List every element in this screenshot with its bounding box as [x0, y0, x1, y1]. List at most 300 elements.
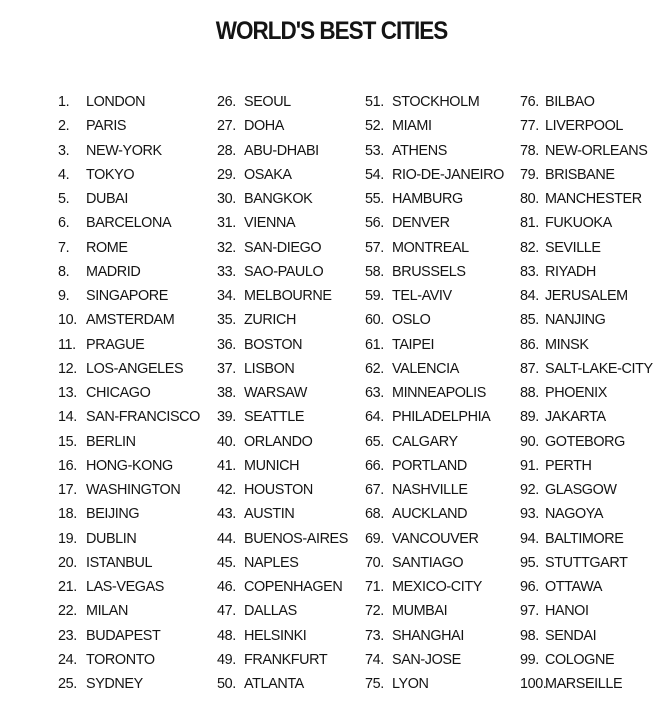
city-row — [217, 333, 348, 357]
rank-number: 7. — [58, 239, 70, 256]
city-name: COPENHAGEN — [244, 579, 343, 595]
rank-number: 97. — [520, 603, 539, 620]
rank-number: 38. — [217, 385, 236, 401]
rank-number: 67. — [365, 482, 384, 498]
rank-number: 89. — [520, 409, 539, 426]
city-name: ATLANTA — [244, 676, 304, 692]
rank-number: 15. — [58, 433, 77, 450]
rank-number: 61. — [365, 336, 384, 353]
city-name: DUBAI — [86, 191, 128, 207]
city-row — [520, 672, 653, 696]
rank-number: 73. — [365, 627, 384, 644]
city-name: PORTLAND — [392, 457, 467, 474]
rank-number: 88. — [520, 385, 539, 401]
city-row — [365, 478, 504, 502]
rank-number: 81. — [520, 215, 539, 232]
city-row — [520, 260, 653, 284]
rank-number: 10. — [58, 312, 77, 329]
rank-number: 51. — [365, 94, 384, 110]
city-name: HOUSTON — [244, 482, 313, 498]
city-name: NANJING — [545, 312, 606, 329]
rank-number: 59. — [365, 288, 384, 304]
city-name: ORLANDO — [244, 433, 313, 450]
rank-number: 9. — [58, 288, 70, 304]
city-name: GLASGOW — [545, 482, 617, 498]
rank-number: 21. — [58, 579, 77, 595]
city-row — [217, 527, 348, 551]
city-row — [520, 284, 653, 308]
city-name: PRAGUE — [86, 336, 145, 353]
city-row — [217, 478, 348, 502]
rank-number: 48. — [217, 627, 236, 644]
city-row — [217, 236, 348, 260]
city-row — [58, 90, 200, 114]
city-row — [365, 624, 504, 648]
city-row — [365, 187, 504, 211]
city-name: OSLO — [392, 312, 431, 329]
city-name: AUSTIN — [244, 506, 295, 523]
city-name: SHANGHAI — [392, 627, 464, 644]
rank-number: 79. — [520, 166, 539, 183]
rank-number: 56. — [365, 215, 384, 232]
rank-number: 47. — [217, 603, 236, 620]
city-row — [58, 211, 200, 235]
city-name: MUNICH — [244, 457, 300, 474]
rank-number: 22. — [58, 603, 77, 620]
city-row — [58, 405, 200, 429]
rank-number: 1. — [58, 94, 70, 110]
city-row — [217, 575, 348, 599]
rank-number: 57. — [365, 239, 384, 256]
city-row — [58, 381, 200, 405]
rank-number: 37. — [217, 360, 236, 377]
city-name: GOTEBORG — [545, 433, 625, 450]
rank-number: 68. — [365, 506, 384, 523]
rank-number: 63. — [365, 385, 384, 401]
rank-number: 45. — [217, 554, 236, 571]
city-row — [58, 163, 200, 187]
rank-number: 36. — [217, 336, 236, 353]
rank-number: 30. — [217, 191, 236, 207]
city-row — [217, 551, 348, 575]
rank-number: 77. — [520, 118, 539, 135]
city-row — [365, 236, 504, 260]
city-name: STOCKHOLM — [392, 94, 480, 110]
city-name: PHOENIX — [545, 385, 607, 401]
rank-number: 4. — [58, 166, 70, 183]
city-name: LOS-ANGELES — [86, 360, 184, 377]
city-row — [365, 333, 504, 357]
rank-number: 98. — [520, 627, 539, 644]
city-name: ROME — [86, 239, 128, 256]
rank-number: 39. — [217, 409, 236, 426]
rank-number: 46. — [217, 579, 236, 595]
city-name: ABU-DHABI — [244, 142, 319, 159]
city-row — [217, 187, 348, 211]
rank-number: 28. — [217, 142, 236, 159]
rank-number: 43. — [217, 506, 236, 523]
city-row — [520, 308, 653, 332]
city-row — [520, 405, 653, 429]
city-row — [58, 187, 200, 211]
city-name: LAS-VEGAS — [86, 579, 164, 595]
city-row — [365, 260, 504, 284]
rank-number: 78. — [520, 142, 539, 159]
page-title: WORLD'S BEST CITIES — [215, 17, 448, 45]
city-row — [365, 139, 504, 163]
city-name: PERTH — [545, 457, 592, 474]
rank-number: 54. — [365, 166, 384, 183]
city-row — [520, 648, 653, 672]
city-name: MINNEAPOLIS — [392, 385, 486, 401]
city-name: LYON — [392, 676, 429, 692]
city-row — [217, 648, 348, 672]
city-row — [365, 430, 504, 454]
city-row — [58, 260, 200, 284]
rank-number: 23. — [58, 627, 77, 644]
rank-number: 17. — [58, 482, 77, 498]
city-name: BUENOS-AIRES — [244, 530, 348, 547]
city-name: DENVER — [392, 215, 450, 232]
city-row — [217, 430, 348, 454]
rank-number: 29. — [217, 166, 236, 183]
rank-number: 26. — [217, 94, 236, 110]
city-row — [365, 599, 504, 623]
city-row — [520, 575, 653, 599]
rank-number: 19. — [58, 530, 77, 547]
city-row — [217, 624, 348, 648]
city-name: PHILADELPHIA — [392, 409, 491, 426]
rank-number: 95. — [520, 554, 539, 571]
ranking-column-3 — [365, 90, 504, 696]
city-name: BARCELONA — [86, 215, 172, 232]
rank-number: 33. — [217, 263, 236, 280]
rank-number: 35. — [217, 312, 236, 329]
city-row — [365, 211, 504, 235]
rank-number: 62. — [365, 360, 384, 377]
city-name: HAMBURG — [392, 191, 463, 207]
city-name: BANGKOK — [244, 191, 313, 207]
city-row — [365, 357, 504, 381]
city-row — [58, 672, 200, 696]
ranking-column-4 — [520, 90, 653, 696]
city-row — [520, 454, 653, 478]
city-name: LIVERPOOL — [545, 118, 623, 135]
city-name: COLOGNE — [545, 651, 615, 668]
city-row — [58, 551, 200, 575]
city-row — [520, 357, 653, 381]
city-row — [217, 284, 348, 308]
rank-number: 42. — [217, 482, 236, 498]
city-row — [365, 527, 504, 551]
rank-number: 20. — [58, 554, 77, 571]
city-row — [58, 139, 200, 163]
city-row — [365, 551, 504, 575]
city-row — [58, 599, 200, 623]
rank-number: 82. — [520, 239, 539, 256]
city-name: BILBAO — [545, 94, 595, 110]
city-name: LONDON — [86, 94, 146, 110]
city-row — [520, 502, 653, 526]
city-row — [520, 599, 653, 623]
rank-number: 93. — [520, 506, 539, 523]
city-name: TEL-AVIV — [392, 288, 452, 304]
rank-number: 76. — [520, 94, 539, 110]
city-name: MELBOURNE — [244, 288, 332, 304]
rank-number: 2. — [58, 118, 70, 135]
city-row — [58, 236, 200, 260]
city-name: SANTIAGO — [392, 554, 464, 571]
rank-number: 92. — [520, 482, 539, 498]
city-name: BERLIN — [86, 433, 136, 450]
city-name: RIYADH — [545, 263, 596, 280]
city-name: BRISBANE — [545, 166, 615, 183]
rank-number: 5. — [58, 191, 70, 207]
city-name: BEIJING — [86, 506, 140, 523]
city-row — [365, 381, 504, 405]
rank-number: 87. — [520, 360, 539, 377]
city-row — [520, 211, 653, 235]
rank-number: 8. — [58, 263, 70, 280]
rank-number: 69. — [365, 530, 384, 547]
city-name: MIAMI — [392, 118, 432, 135]
city-name: FUKUOKA — [545, 215, 612, 232]
city-name: CALGARY — [392, 433, 458, 450]
city-row — [58, 357, 200, 381]
rank-number: 84. — [520, 288, 539, 304]
city-row — [217, 211, 348, 235]
city-row — [520, 551, 653, 575]
city-row — [520, 236, 653, 260]
city-name: TORONTO — [86, 651, 155, 668]
rank-number: 49. — [217, 651, 236, 668]
city-name: DALLAS — [244, 603, 297, 620]
city-name: SEOUL — [244, 94, 291, 110]
city-name: ISTANBUL — [86, 554, 153, 571]
city-row — [58, 430, 200, 454]
city-row — [365, 672, 504, 696]
city-row — [58, 114, 200, 138]
rank-number: 85. — [520, 312, 539, 329]
city-name: WASHINGTON — [86, 482, 181, 498]
city-name: SEVILLE — [545, 239, 601, 256]
city-row — [520, 430, 653, 454]
rank-number: 100. — [520, 676, 547, 692]
city-row — [58, 478, 200, 502]
city-name: MARSEILLE — [545, 676, 623, 692]
city-row — [217, 139, 348, 163]
rank-number: 25. — [58, 676, 77, 692]
city-row — [217, 599, 348, 623]
city-name: NASHVILLE — [392, 482, 468, 498]
rank-number: 60. — [365, 312, 384, 329]
city-name: WARSAW — [244, 385, 307, 401]
city-name: MUMBAI — [392, 603, 448, 620]
rank-number: 83. — [520, 263, 539, 280]
city-name: VANCOUVER — [392, 530, 479, 547]
city-name: ATHENS — [392, 142, 447, 159]
rank-number: 96. — [520, 579, 539, 595]
city-row — [365, 405, 504, 429]
city-name: DUBLIN — [86, 530, 137, 547]
city-row — [520, 90, 653, 114]
rank-number: 66. — [365, 457, 384, 474]
city-name: VALENCIA — [392, 360, 459, 377]
city-row — [217, 90, 348, 114]
city-row — [58, 624, 200, 648]
city-name: OTTAWA — [545, 579, 603, 595]
city-row — [365, 502, 504, 526]
rank-number: 31. — [217, 215, 236, 232]
rank-number: 94. — [520, 530, 539, 547]
city-name: VIENNA — [244, 215, 296, 232]
city-row — [58, 502, 200, 526]
rank-number: 86. — [520, 336, 539, 353]
city-row — [520, 187, 653, 211]
rank-number: 3. — [58, 142, 70, 159]
rank-number: 64. — [365, 409, 384, 426]
city-row — [365, 163, 504, 187]
city-name: RIO-DE-JANEIRO — [392, 166, 504, 183]
city-name: HANOI — [545, 603, 589, 620]
city-row — [217, 381, 348, 405]
city-name: SINGAPORE — [86, 288, 168, 304]
rank-number: 72. — [365, 603, 384, 620]
city-row — [58, 454, 200, 478]
city-name: BOSTON — [244, 336, 303, 353]
rank-number: 52. — [365, 118, 384, 135]
rank-number: 16. — [58, 457, 77, 474]
city-row — [217, 502, 348, 526]
city-row — [365, 648, 504, 672]
city-row — [217, 114, 348, 138]
city-name: SYDNEY — [86, 676, 143, 692]
city-name: SAO-PAULO — [244, 263, 324, 280]
city-name: PARIS — [86, 118, 127, 135]
city-row — [58, 575, 200, 599]
city-row — [520, 139, 653, 163]
city-row — [217, 163, 348, 187]
city-name: LISBON — [244, 360, 295, 377]
rank-number: 74. — [365, 651, 384, 668]
city-row — [520, 333, 653, 357]
city-name: SALT-LAKE-CITY — [545, 360, 653, 377]
city-row — [365, 454, 504, 478]
city-name: MADRID — [86, 263, 141, 280]
rank-number: 34. — [217, 288, 236, 304]
rank-number: 12. — [58, 360, 77, 377]
rank-number: 44. — [217, 530, 236, 547]
city-row — [365, 90, 504, 114]
rank-number: 71. — [365, 579, 384, 595]
ranking-column-1 — [58, 90, 200, 696]
city-row — [217, 260, 348, 284]
city-name: NEW-YORK — [86, 142, 162, 159]
city-row — [520, 527, 653, 551]
rank-number: 11. — [58, 336, 76, 353]
city-name: AUCKLAND — [392, 506, 468, 523]
city-name: MEXICO-CITY — [392, 579, 482, 595]
rank-number: 91. — [520, 457, 539, 474]
city-row — [58, 648, 200, 672]
city-name: MONTREAL — [392, 239, 469, 256]
rank-number: 24. — [58, 651, 77, 668]
rank-number: 18. — [58, 506, 77, 523]
rank-number: 40. — [217, 433, 236, 450]
city-name: BRUSSELS — [392, 263, 466, 280]
city-row — [520, 381, 653, 405]
city-row — [217, 672, 348, 696]
city-row — [365, 114, 504, 138]
city-name: STUTTGART — [545, 554, 628, 571]
city-name: CHICAGO — [86, 385, 151, 401]
city-name: JAKARTA — [545, 409, 606, 426]
city-row — [58, 284, 200, 308]
city-name: MILAN — [86, 603, 128, 620]
city-name: SAN-DIEGO — [244, 239, 322, 256]
city-row — [520, 163, 653, 187]
rank-number: 58. — [365, 263, 384, 280]
city-row — [520, 114, 653, 138]
city-row — [217, 405, 348, 429]
city-row — [365, 308, 504, 332]
rank-number: 32. — [217, 239, 236, 256]
city-name: MANCHESTER — [545, 191, 642, 207]
rank-number: 53. — [365, 142, 384, 159]
city-name: SAN-JOSE — [392, 651, 461, 668]
rank-number: 41. — [217, 457, 236, 474]
city-name: OSAKA — [244, 166, 292, 183]
rank-number: 90. — [520, 433, 539, 450]
city-row — [217, 308, 348, 332]
city-name: ZURICH — [244, 312, 296, 329]
city-name: TAIPEI — [392, 336, 435, 353]
city-name: HONG-KONG — [86, 457, 173, 474]
city-name: MINSK — [545, 336, 589, 353]
city-name: FRANKFURT — [244, 651, 328, 668]
rank-number: 70. — [365, 554, 384, 571]
rank-number: 99. — [520, 651, 539, 668]
rank-number: 50. — [217, 676, 236, 692]
city-name: SENDAI — [545, 627, 597, 644]
city-name: BALTIMORE — [545, 530, 624, 547]
city-name: HELSINKI — [244, 627, 307, 644]
city-name: AMSTERDAM — [86, 312, 175, 329]
rank-number: 65. — [365, 433, 384, 450]
city-row — [520, 478, 653, 502]
city-name: BUDAPEST — [86, 627, 161, 644]
city-row — [217, 357, 348, 381]
rank-number: 80. — [520, 191, 539, 207]
rank-number: 75. — [365, 676, 384, 692]
city-row — [217, 454, 348, 478]
city-name: NAGOYA — [545, 506, 604, 523]
rank-number: 27. — [217, 118, 236, 135]
ranking-column-2 — [217, 90, 348, 696]
city-row — [58, 333, 200, 357]
city-row — [365, 575, 504, 599]
rank-number: 14. — [58, 409, 77, 426]
city-name: TOKYO — [86, 166, 135, 183]
city-name: DOHA — [244, 118, 284, 135]
city-name: NAPLES — [244, 554, 299, 571]
rank-number: 55. — [365, 191, 384, 207]
rank-number: 6. — [58, 215, 70, 232]
city-row — [520, 624, 653, 648]
city-row — [58, 527, 200, 551]
city-name: SAN-FRANCISCO — [86, 409, 200, 426]
city-row — [365, 284, 504, 308]
